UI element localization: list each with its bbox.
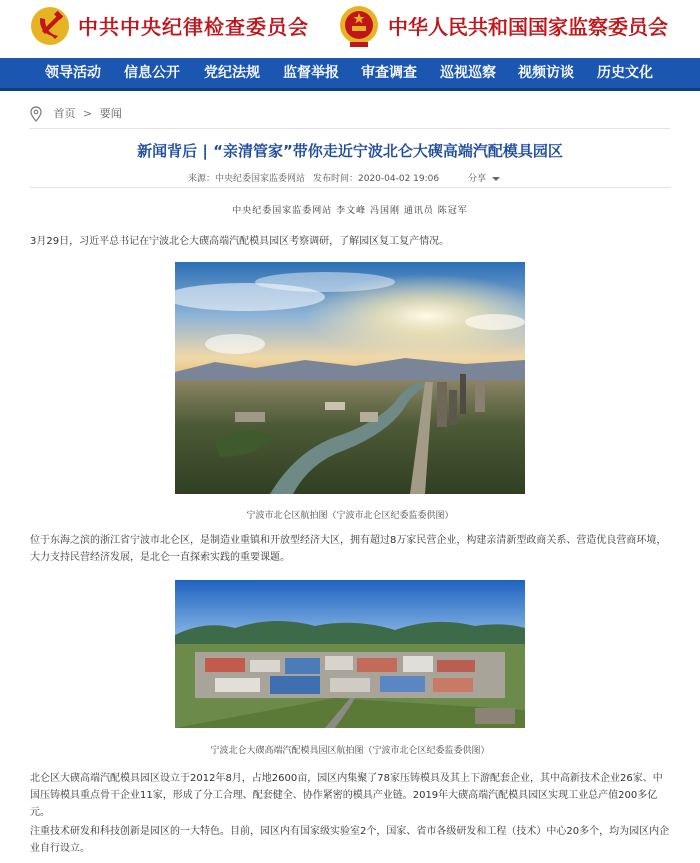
photo-beilun-aerial <box>175 262 525 494</box>
article-title: 新闻背后 | “亲清管家”带你走近宁波北仑大碶高端汽配模具园区 <box>137 142 563 160</box>
caret-down-icon <box>492 176 500 182</box>
share-button[interactable] <box>468 171 500 184</box>
nav-item-disclosure[interactable]: 信息公开 <box>124 65 180 81</box>
main-nav <box>0 58 700 91</box>
nav-item-regulations[interactable]: 党纪法规 <box>204 65 260 81</box>
nav-item-leadership[interactable]: 领导活动 <box>45 65 101 81</box>
paragraph-4: 注重技术研发和科技创新是园区的一大特色。目前，园区内有国家级实验室2个，国家、省市各级研发和工程（技术）中心20多个，均为园区内企业自行设立。 <box>30 826 670 854</box>
share-label: 分享 <box>468 174 487 184</box>
nav-item-history[interactable]: 历史文化 <box>597 65 653 81</box>
paragraph-2: 位于东海之滨的浙江省宁波市北仑区，是制造业重镇和开放型经济大区，拥有超过8万家民营企业，构建亲清新型政商关系、营造优良营商环境，大力支持民营经济发展，是北仑一直探索实践的重要课题。 <box>30 535 667 563</box>
nav-item-report[interactable]: 监督举报 <box>283 65 339 81</box>
photo-beilun-aerial-image <box>175 262 525 494</box>
nav-item-inspection[interactable]: 巡视巡察 <box>440 65 496 81</box>
brand-title-ccdi[interactable]: 中共中央纪律检查委员会 <box>78 15 309 39</box>
photo-industrial-park-aerial <box>175 580 525 728</box>
breadcrumb-current[interactable]: 要闻 <box>99 107 122 120</box>
site-header <box>0 0 700 58</box>
breadcrumb <box>30 104 122 124</box>
nav-item-investigation[interactable]: 审查调查 <box>361 65 417 81</box>
paragraph-3: 北仑区大碶高端汽配模具园区设立于2012年8月，占地2600亩，园区内集聚了78家压铸模具及其上下游配套企业，其中高新技术企业26家、中国压铸模具重点骨干企业11家，形成了分工合理、配套健全、协作紧密的模具产业链。2019年大碶高端汽配模具园区实现工业总产值200多亿元。 <box>30 773 663 818</box>
breadcrumb-separator: > <box>83 107 93 120</box>
photo-caption-2: 宁波北仑大碶高端汽配模具园区航拍图（宁波市北仑区纪委监委供图） <box>210 746 490 756</box>
divider <box>30 187 670 188</box>
divider <box>30 128 670 129</box>
brand-title-nsc[interactable]: 中华人民共和国国家监察委员会 <box>388 15 668 39</box>
paragraph-1: 3月29日，习近平总书记在宁波北仑大碶高端汽配模具园区考察调研，了解园区复工复产情况。 <box>30 236 450 247</box>
photo-industrial-park-image <box>175 580 525 728</box>
article-meta <box>0 171 700 185</box>
nav-item-video[interactable]: 视频访谈 <box>518 65 574 81</box>
national-emblem-icon[interactable] <box>338 4 380 48</box>
location-pin-icon <box>30 106 42 122</box>
article-byline: 中央纪委国家监委网站 李文峰 冯国刚 通讯员 陈冠军 <box>232 206 468 216</box>
article-source: 来源：中央纪委国家监委网站 <box>188 174 306 184</box>
breadcrumb-home[interactable]: 首页 <box>53 107 76 120</box>
article-publish-time: 发布时间：2020-04-02 19:06 <box>313 174 440 184</box>
photo-caption-1: 宁波市北仑区航拍图（宁波市北仑区纪委监委供图） <box>246 511 454 521</box>
party-emblem-icon[interactable] <box>30 6 70 46</box>
